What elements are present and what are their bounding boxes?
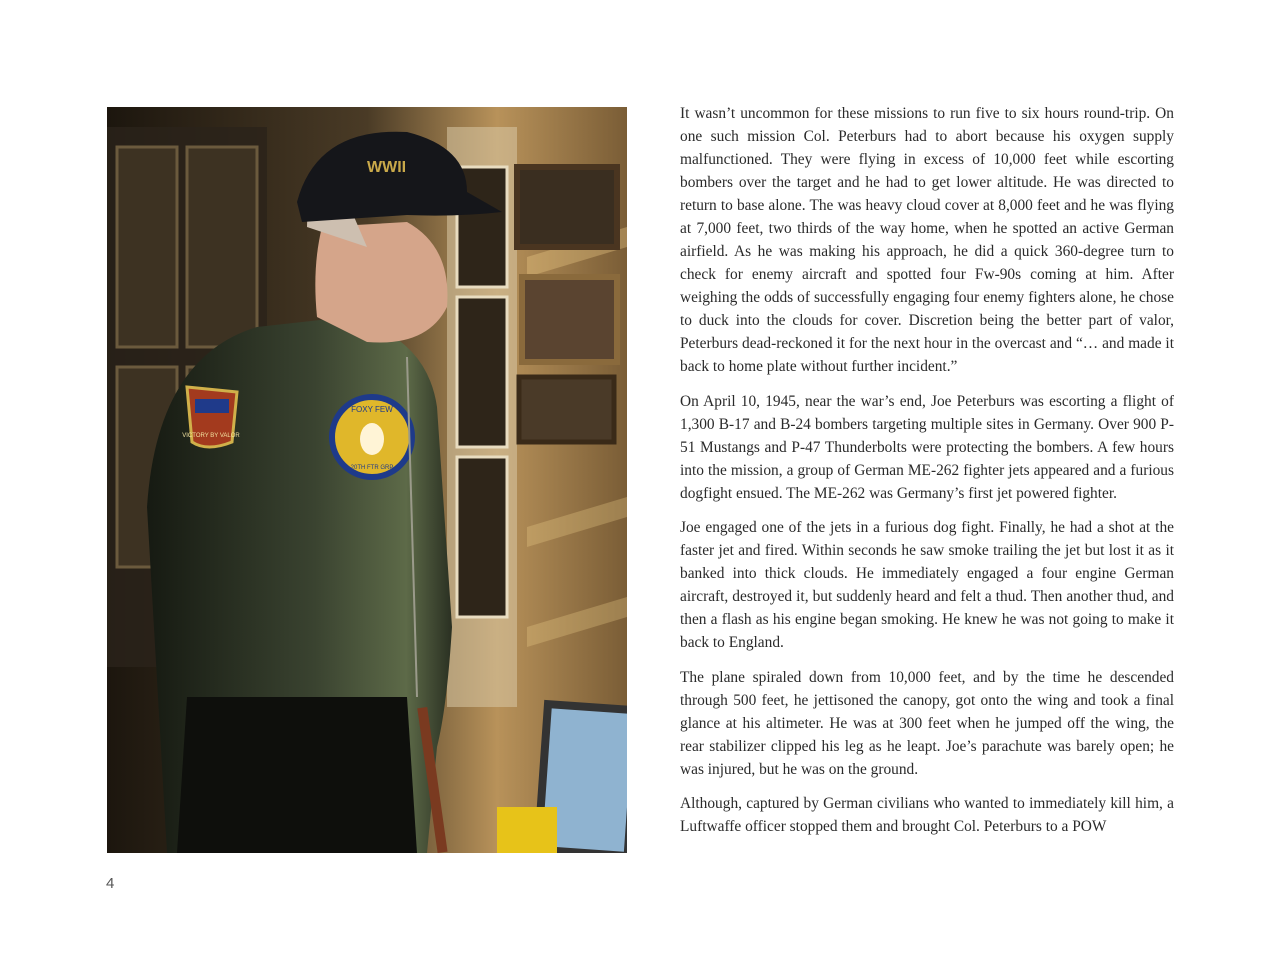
paragraph: The plane spiraled down from 10,000 feet, and by the time he descended through 500 feet, he jettisoned the canopy, got onto the wing and took a final glance at his altimeter. He was at 300 feet when he jumped off the wing, the rear stabilizer clipped his leg as he leapt. Joe’s parachute was barely open; he was injured, but he was on the ground. — [680, 668, 1174, 778]
paragraph: Joe engaged one of the jets in a furious dog fight. Finally, he had a shot at the faster jet and fired. Within seconds he saw smoke trailing the jet but lost it as it banked into thick clouds. He immediately engaged a four engine German aircraft, destroyed it, but suddenly heard and felt a thud. Then another thud, and then a flash as his engine began smoking. He knew he was not going to make it back to England. — [680, 519, 1174, 651]
cap-text: WWII — [367, 159, 407, 176]
article-body — [680, 102, 1174, 850]
svg-text:20TH FTR GRP: 20TH FTR GRP — [350, 465, 394, 471]
wall-photo-frame — [517, 167, 617, 247]
veteran-portrait-photo — [107, 107, 627, 853]
foxy-few-patch — [332, 397, 412, 477]
portrait-illustration — [107, 107, 627, 853]
squadron-patch-left — [182, 387, 240, 447]
page-number: 4 — [106, 875, 115, 892]
paragraph: Although, captured by German civilians who wanted to immediately kill him, a Luftwaffe officer stopped them and brought Col. Peterburs to a POW — [680, 795, 1174, 835]
wall-photo-frame — [519, 377, 614, 442]
wall-photo-frame — [522, 277, 617, 362]
svg-text:FOXY FEW: FOXY FEW — [351, 405, 393, 414]
paragraph: It wasn’t uncommon for these missions to run five to six hours round-trip. On one such mission Col. Peterburs had to abort because his oxygen supply malfunctioned. They were flying in excess of 10,000 feet while escorting bombers over the target and he had to get lower altitude. He was directed to return to base alone. The was heavy cloud cover at 8,000 feet and he was flying at 7,000 feet, two thirds of the way home, when he spotted an active German airfield. As he was making his approach, he did a quick 360-degree turn to check for enemy aircraft and spotted four Fw-90s coming at him. After weighing the odds of successfully engaging four enemy fighters alone, he chose to duck into the clouds for cover. Discretion being the better part of valor, Peterburs dead-reckoned it for the next hour in the overcast and “… and made it back to home plate without further incident.” — [680, 105, 1174, 375]
paragraph: On April 10, 1945, near the war’s end, Joe Peterburs was escorting a flight of 1,300 B-17 and B-24 bombers targeting multiple sites in Germany. Over 900 P-51 Mustangs and P-47 Thunderbolts were protecting the bombers. A few hours into the mission, a group of German ME-262 fighter jets appeared and a furious dogfight ensued. The ME-262 was Germany’s first jet powered fighter. — [680, 392, 1174, 502]
svg-text:VICTORY BY VALOR: VICTORY BY VALOR — [182, 433, 240, 439]
